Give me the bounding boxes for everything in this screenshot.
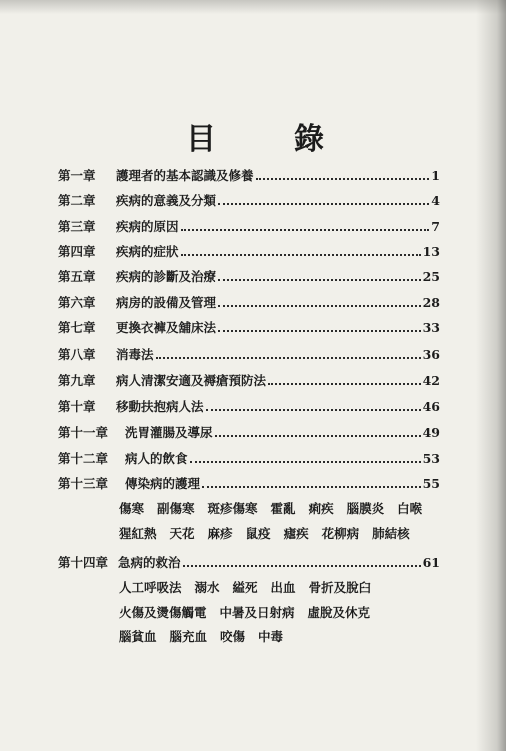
page-number: 61 (422, 554, 440, 570)
topic: 縊死 (232, 580, 258, 595)
topic: 肺結核 (372, 526, 410, 541)
ch14-topics-line-2 (119, 602, 370, 622)
title-char-1: 目 (186, 122, 216, 157)
topic: 人工呼吸法 (119, 580, 182, 595)
dot-leader (181, 252, 421, 256)
dot-leader (256, 176, 430, 180)
page-number: 36 (422, 346, 440, 362)
chapter-number: 第十章 (58, 399, 96, 414)
toc-row-ch1 (58, 165, 440, 185)
scan-shadow-top (0, 0, 506, 14)
chapter-number: 第一章 (58, 168, 96, 183)
toc-row-ch5 (58, 266, 440, 286)
toc-row-ch6 (58, 292, 440, 312)
topic: 瘧疾 (283, 526, 309, 541)
chapter-title: 病房的設備及管理 (116, 295, 217, 310)
toc-row-ch2 (58, 190, 440, 210)
ch13-topics-line-2 (119, 523, 410, 543)
page-number: 46 (422, 398, 440, 414)
topic: 鼠疫 (245, 526, 271, 541)
dot-leader (218, 328, 421, 332)
page-number: 7 (431, 218, 440, 234)
dot-leader (218, 201, 429, 205)
chapter-title: 更換衣褲及舖床法 (116, 320, 217, 335)
chapter-number: 第八章 (58, 347, 96, 362)
chapter-number: 第二章 (58, 193, 96, 208)
topic: 咬傷 (220, 629, 246, 644)
chapter-number: 第十二章 (58, 451, 109, 466)
chapter-number: 第七章 (58, 320, 96, 335)
toc-row-ch7 (58, 317, 440, 337)
page-number: 13 (422, 243, 440, 259)
ch14-topics-line-1 (119, 577, 371, 597)
dot-leader (218, 303, 421, 307)
topic: 霍亂 (270, 501, 296, 516)
toc-row-ch3 (58, 216, 440, 236)
page-number: 25 (422, 268, 440, 284)
chapter-number: 第十三章 (58, 476, 109, 491)
chapter-title: 疾病的意義及分類 (116, 193, 217, 208)
topic: 腦充血 (169, 629, 208, 644)
toc-row-ch4 (58, 241, 440, 261)
toc-row-ch13 (58, 473, 440, 493)
topic: 中毒 (258, 629, 284, 644)
scan-shadow-right (476, 0, 506, 751)
dot-leader (202, 484, 421, 488)
page-number: 28 (422, 294, 440, 310)
dot-leader (181, 227, 430, 231)
chapter-title: 消毒法 (116, 347, 154, 362)
page-number: 4 (431, 192, 440, 208)
topic: 天花 (169, 526, 195, 541)
dot-leader (206, 407, 421, 411)
chapter-title: 疾病的診斷及治療 (116, 269, 217, 284)
page-number: 49 (422, 424, 440, 440)
page-number: 33 (422, 319, 440, 335)
topic: 痢疾 (308, 501, 334, 516)
page-number: 1 (431, 167, 440, 183)
chapter-number: 第十一章 (58, 425, 109, 440)
topic: 虛脫及休克 (307, 605, 371, 620)
topic: 腦貧血 (119, 629, 157, 644)
page-number: 42 (422, 372, 440, 388)
chapter-title: 病人清潔安適及褥瘡預防法 (116, 373, 267, 388)
topic: 中暑及日射病 (219, 605, 295, 620)
topic: 火傷及燙傷觸電 (119, 605, 207, 620)
chapter-title: 急病的救治 (118, 555, 181, 570)
toc-row-ch8 (58, 344, 440, 364)
chapter-number: 第三章 (58, 219, 96, 234)
topic: 傷寒 (119, 501, 145, 516)
chapter-title: 病人的飲食 (125, 451, 188, 466)
chapter-number: 第九章 (58, 373, 96, 388)
chapter-title: 疾病的原因 (116, 219, 179, 234)
title-char-2: 錄 (294, 122, 324, 157)
chapter-title: 傳染病的護理 (125, 476, 201, 491)
page-number: 53 (422, 450, 440, 466)
dot-leader (190, 459, 421, 463)
topic: 白喉 (397, 501, 423, 516)
ch14-topics-line-3 (119, 626, 283, 646)
topic: 溺水 (194, 580, 220, 595)
topic: 猩紅熱 (119, 526, 157, 541)
topic: 副傷寒 (157, 501, 195, 516)
dot-leader (268, 381, 421, 385)
ch13-topics-line-1 (119, 498, 422, 518)
chapter-number: 第五章 (58, 269, 96, 284)
toc-row-ch11 (58, 422, 440, 442)
chapter-number: 第十四章 (58, 555, 109, 570)
toc-row-ch10 (58, 396, 440, 416)
page-number: 55 (422, 475, 440, 491)
chapter-title: 疾病的症狀 (116, 244, 179, 259)
chapter-title: 洗胃灌腸及導尿 (125, 425, 213, 440)
topic: 骨折及脫臼 (308, 580, 372, 595)
topic: 斑疹傷寒 (207, 501, 258, 516)
dot-leader (183, 563, 421, 567)
toc-row-ch14 (58, 552, 440, 572)
topic: 麻疹 (207, 526, 233, 541)
dot-leader (218, 277, 421, 281)
page-title (0, 114, 506, 157)
chapter-title: 移動扶抱病人法 (116, 399, 204, 414)
toc-row-ch9 (58, 370, 440, 390)
chapter-title: 護理者的基本認識及修養 (116, 168, 254, 183)
chapter-number: 第六章 (58, 295, 96, 310)
topic: 出血 (270, 580, 296, 595)
toc-row-ch12 (58, 448, 440, 468)
dot-leader (215, 433, 421, 437)
chapter-number: 第四章 (58, 244, 96, 259)
dot-leader (156, 355, 421, 359)
topic: 花柳病 (321, 526, 360, 541)
topic: 腦膜炎 (346, 501, 385, 516)
